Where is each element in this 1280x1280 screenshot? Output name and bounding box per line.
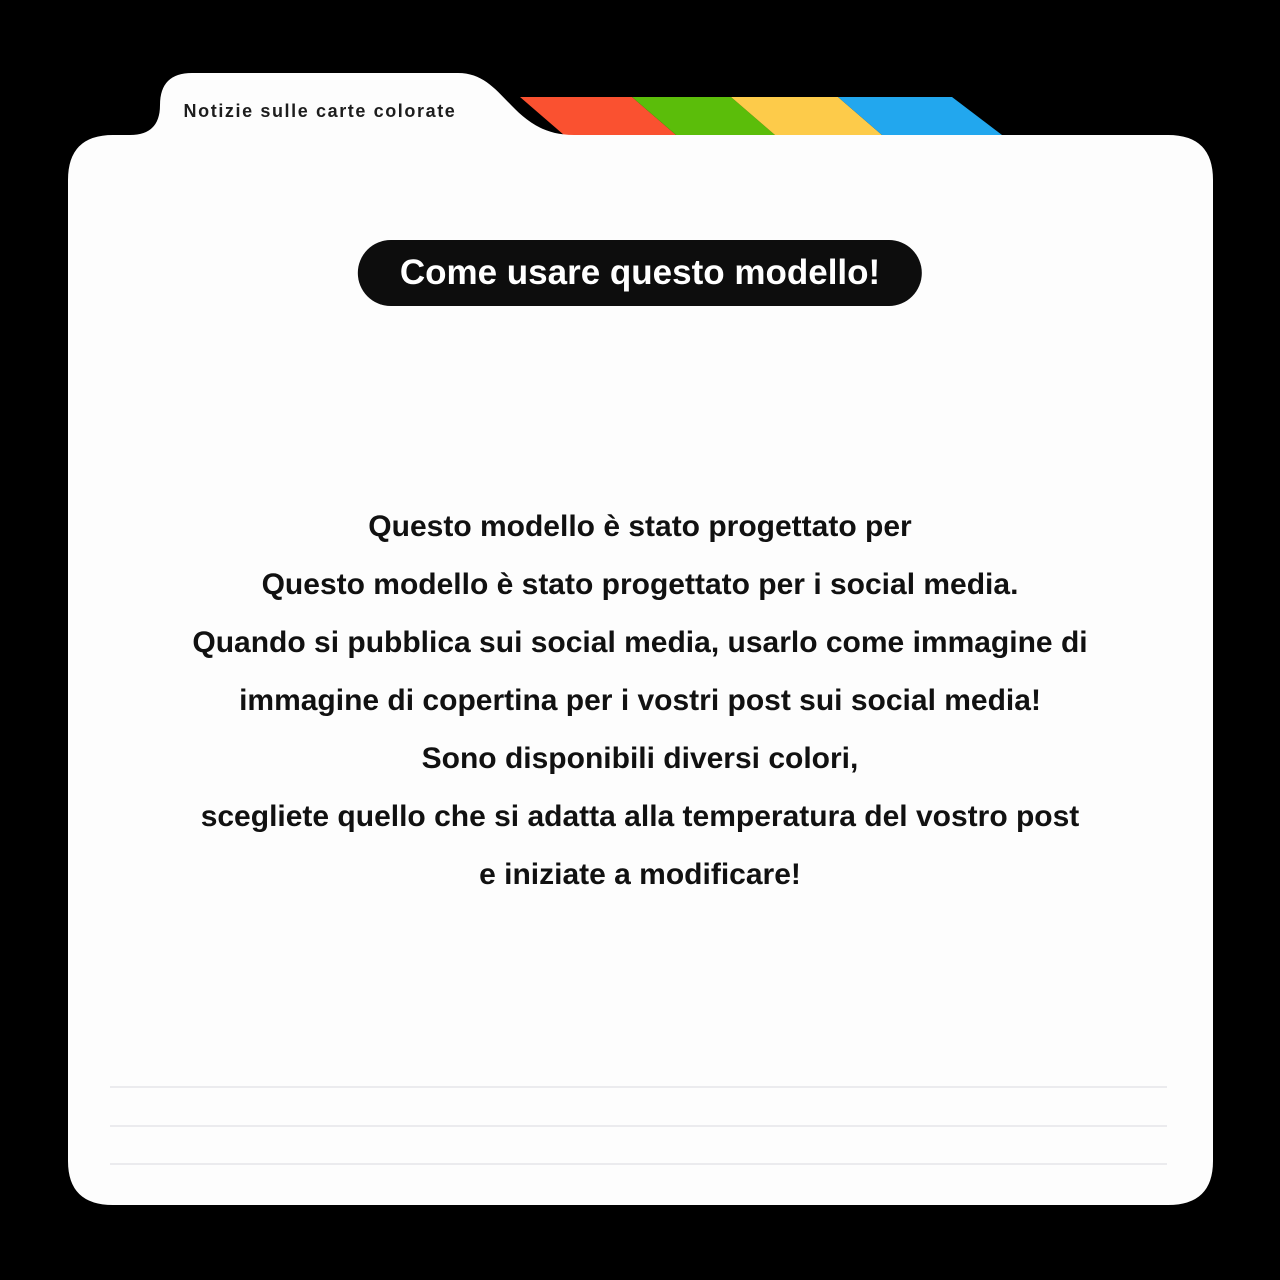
- body-text: [68, 498, 1212, 904]
- body-line: immagine di copertina per i vostri post sui social media!: [239, 684, 1041, 717]
- color-stripes: [520, 97, 1002, 135]
- body-line: e iniziate a modificare!: [479, 858, 801, 891]
- body-line: Quando si pubblica sui social media, usarlo come immagine di: [192, 626, 1088, 659]
- title-badge: Come usare questo modello!: [358, 240, 922, 306]
- ruled-line: [110, 1163, 1167, 1165]
- body-line: Questo modello è stato progettato per: [368, 510, 912, 543]
- body-line: scegliete quello che si adatta alla temperatura del vostro post: [200, 800, 1080, 833]
- body-line: Questo modello è stato progettato per i social media.: [261, 568, 1019, 601]
- ruled-line: [110, 1125, 1167, 1127]
- body-line: Sono disponibili diversi colori,: [421, 742, 859, 775]
- tab-title: Notizie sulle carte colorate: [183, 101, 457, 121]
- ruled-line: [110, 1086, 1167, 1088]
